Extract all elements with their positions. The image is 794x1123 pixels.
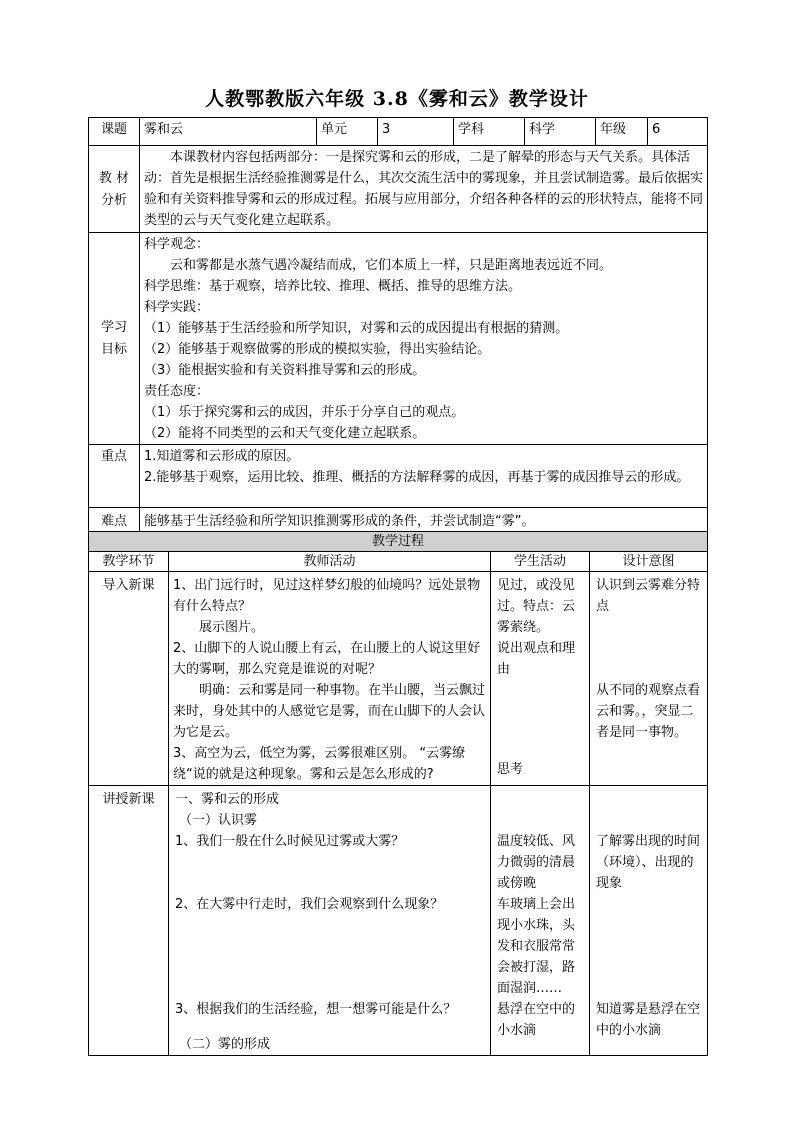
header-student: 学生活动 (491, 552, 590, 572)
new-lesson-row (89, 786, 708, 1056)
objectives-label: 学习 目标 (89, 233, 140, 445)
key-points-row (89, 445, 708, 508)
unit-label: 单元 (317, 118, 378, 146)
intro-row (89, 572, 708, 786)
subject-value: 科学 (525, 118, 596, 146)
unit-value: 3 (378, 118, 454, 146)
analysis-row (89, 146, 708, 233)
teaching-process-table (88, 531, 708, 1056)
topic-value: 雾和云 (140, 118, 317, 146)
new-lesson-stage: 讲授新课 (89, 786, 169, 1056)
lesson-info-table (88, 117, 708, 537)
header-intent: 设计意图 (590, 552, 708, 572)
analysis-text: 本课教材内容包括两部分：一是探究雾和云的形成，二是了解晕的形态与天气关系。具体活动：首先是根据生活经验推测雾是什么，其次交流生活中的雾现象，并且尝试制造雾。最后依据实验和有关资料推导雾和云的形成过程。拓展与应用部分，介绍各种各样的云的形状特点，能将不同类型的云与天气变化建立起联系。 (140, 146, 708, 233)
objectives-text: 科学观念： 云和雾都是水蒸气遇冷凝结而成，它们本质上一样，只是距离地表远近不同。 科学思维：基于观察，培养比较、推理、概括、推导的思维方法。 科学实践： （1）能够基于生活经验和所学知识，对雾和云的成因提出有根据的猜测。 （2）能够基于观察做雾的形成的模拟实验，得出实验结论。 （3）能根据实验和有关资料推导雾和云的形成。 责任态度： （1）乐于探究雾和云的成因，并乐于分享自己的观点。 （2）能将不同类型的云和天气变化建立起联系。 (140, 233, 708, 445)
new-lesson-teacher: 一、雾和云的形成 （一）认识雾 1、我们一般在什么时候见过雾或大雾？ 2、在大雾中行走时，我们会观察到什么现象？ 3、根据我们的生活经验，想一想雾可能是什么？ （二）雾的形成 (169, 786, 491, 1056)
difficulty-text: 能够基于生活经验和所学知识推测雾形成的条件，并尝试制造“雾”。 (140, 508, 708, 537)
new-lesson-intent: 了解雾出现的时间（环境）、出现的现象 知道雾是悬浮在空中的小水滴 (590, 786, 708, 1056)
key-points-label: 重点 (89, 445, 140, 508)
page-title: 人教鄂教版六年级 3.8《雾和云》教学设计 (205, 88, 589, 110)
objectives-row (89, 233, 708, 445)
grade-label: 年级 (596, 118, 648, 146)
difficulty-label: 难点 (89, 508, 140, 537)
key-points-text: 1.知道雾和云形成的原因。 2.能够基于观察，运用比较、推理、概括的方法解释雾的成因，再基于雾的成因推导云的形成。 (140, 445, 708, 508)
subject-label: 学科 (454, 118, 525, 146)
new-lesson-student: 温度较低、风力微弱的清晨或傍晚 车玻璃上会出现小水珠，头发和衣服常常会被打湿，路面湿润…… 悬浮在空中的小水滴 (491, 786, 590, 1056)
process-title: 教学过程 (89, 532, 708, 552)
analysis-label: 教 材 分析 (89, 146, 140, 233)
topic-row (89, 118, 708, 146)
intro-teacher: 1、出门远行时，见过这样梦幻般的仙境吗？远处景物有什么特点？ 展示图片。 2、山脚下的人说山腰上有云，在山腰上的人说这里好大的雾啊，那么究竟是谁说的对呢？ 明确：云和雾是同一种事物。在半山腰，当云飘过来时，身处其中的人感觉它是雾，而在山脚下的人会认为它是云。 3、高空为云，低空为雾，云雾很难区别。 “云雾缭绕“说的就是这种现象。雾和云是怎么形成的? (169, 572, 491, 786)
grade-value: 6 (648, 118, 708, 146)
intro-student: 见过，或没见过。特点：云雾萦绕。 说出观点和理由 思考 (491, 572, 590, 786)
topic-label: 课题 (89, 118, 140, 146)
intro-stage: 导入新课 (89, 572, 169, 786)
header-teacher: 教师活动 (169, 552, 491, 572)
header-stage: 教学环节 (89, 552, 169, 572)
process-header-row (89, 552, 708, 572)
intro-intent: 认识到云雾难分特点 从不同的观察点看云和雾。，突显二者是同一事物。 (590, 572, 708, 786)
process-title-row (89, 532, 708, 552)
